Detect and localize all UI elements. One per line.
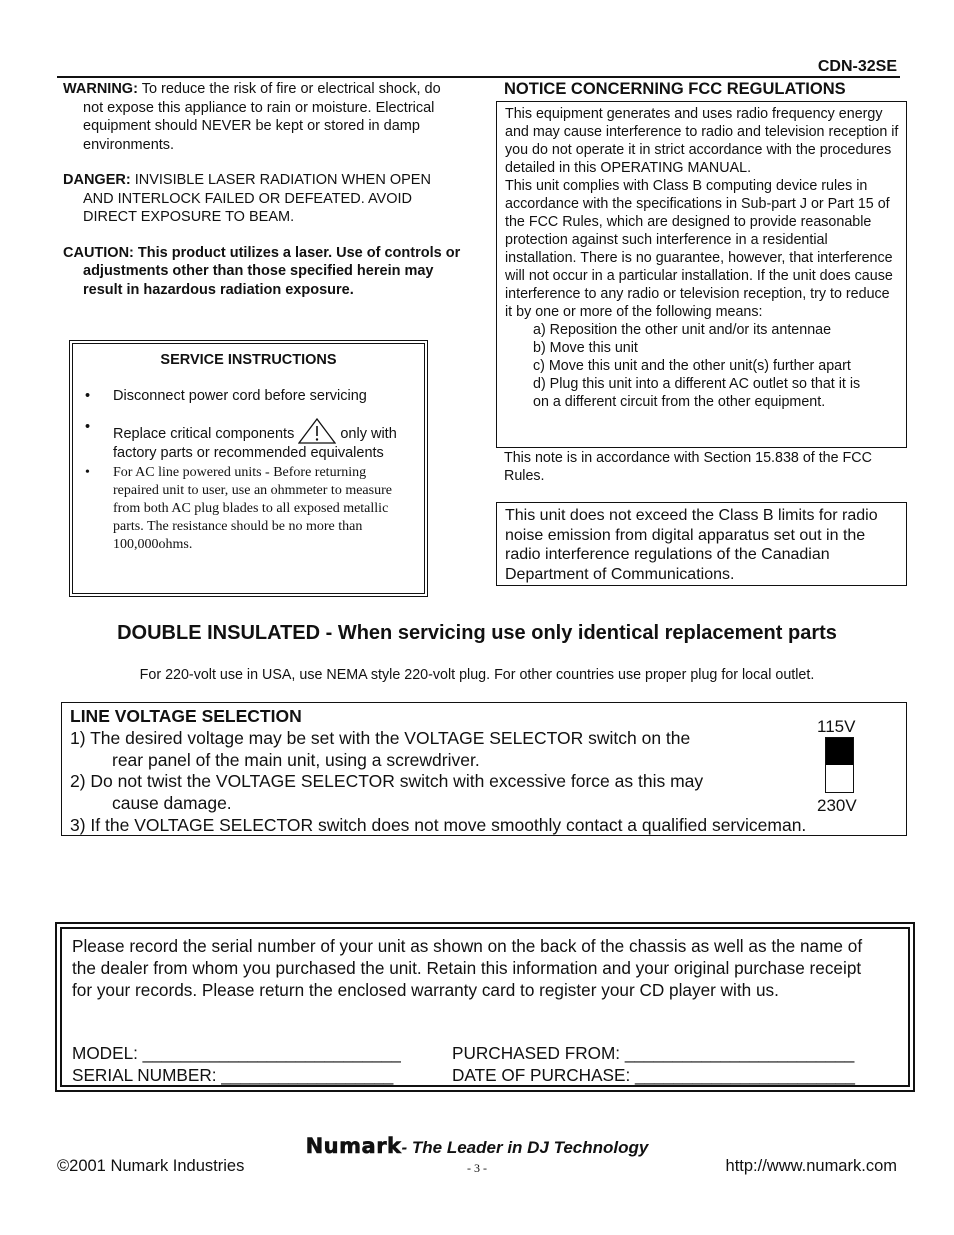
line-voltage-step: 2) Do not twist the VOLTAGE SELECTOR switch with excessive force as this may [70,771,704,792]
registration-text: Please record the serial number of your unit as shown on the back of the chassis as well as the name of the dealer from whom you purchased the unit. Retain this information and your original purchase receipt for your records. Please return the enclosed warranty card to register your CD player with us. [72,936,863,1000]
model-number: CDN-32SE [817,58,897,75]
fcc-paragraph: This equipment generates and uses radio frequency energy and may cause interference to radio and television reception if you do not operate it in strict accordance with the procedures detailed in this OPERATING MANUAL. [505,106,899,176]
service-instructions-box [69,340,428,597]
website-url: http://www.numark.com [725,1157,897,1175]
fcc-measure: c) Move this unit and the other unit(s) further apart [533,358,851,374]
numark-logo: Numark [305,1134,402,1158]
warning-label: WARNING: [63,81,138,97]
date-of-purchase-field: DATE OF PURCHASE: _______________________ [452,1064,855,1085]
list-item: • For AC line powered units - Before returning repaired unit to user, use an ohmmeter to measure from both AC plug blades to all exposed metallic parts. The resistance should be no more than 100,000ohms. [85,465,392,552]
caution-label: CAUTION: [63,244,134,261]
line-voltage-step: cause damage. [112,793,232,814]
canada-text: This unit does not exceed the Class B limits for radio noise emission from digital apparatus set out in the radio interference regulations of the Canadian Department of Communications. [505,507,878,583]
fcc-paragraph: This unit complies with Class B computing device rules in accordance with the specifications in Sub-part J or Part 15 of the FCC Rules, which are designed to provide reasonable protection against such interference in a residential installation. There is no guarantee, however, that interference will not occur in a particular installation. If the unit does cause interference to any radio or television reception, try to reduce it by one or more of the following means: [505,178,893,320]
danger-label: DANGER: [63,172,131,188]
line-voltage-box [61,702,907,836]
fcc-measure: d) Plug this unit into a different AC outlet so that it is [533,376,861,392]
line-voltage-step: 3) If the VOLTAGE SELECTOR switch does not move smoothly contact a qualified serviceman. [70,814,807,835]
double-insulated-heading: DOUBLE INSULATED - When servicing use only identical replacement parts [117,622,837,644]
line-voltage-title: LINE VOLTAGE SELECTION [70,706,302,726]
warning-text: To reduce the risk of fire or electrical shock, do not expose this appliance to rain or moisture. Electrical equipment should NEVER be kept or stored in damp environments. [83,81,441,153]
page-number: - 3 - [467,1161,487,1175]
warning-paragraph [63,80,463,154]
warning-triangle-icon [298,418,336,444]
footer-tagline: Numark- The Leader in DJ Technology [305,1134,649,1158]
plug-note: For 220-volt use in USA, use NEMA style 220-volt plug. For other countries use proper plug for local outlet. [139,667,815,683]
safety-warnings [63,80,463,316]
fcc-measure: b) Move this unit [533,340,638,356]
fcc-measure: on a different circuit from the other equipment. [533,394,826,410]
caution-text: This product utilizes a laser. Use of controls or adjustments other than those specified herein may result in hazardous radiation exposure. [83,244,461,298]
danger-paragraph [63,171,463,227]
fcc-title: NOTICE CONCERNING FCC REGULATIONS [504,80,846,98]
registration-box [55,922,915,1092]
model-field: MODEL: ___________________________ [72,1043,401,1063]
fcc-notice-box [496,101,907,448]
list-item: • Replace critical components only with factory parts or recommended equivalents [85,418,397,461]
voltage-230-label: 230V [817,796,857,815]
voltage-115-label: 115V [817,717,856,736]
service-list [85,387,405,566]
line-voltage-step: 1) The desired voltage may be set with the VOLTAGE SELECTOR switch on the [70,727,691,748]
fcc-note: This note is in accordance with Section 15.838 of the FCC Rules. [504,450,872,484]
voltage-selector-switch-icon [825,737,854,793]
danger-text: INVISIBLE LASER RADIATION WHEN OPEN AND INTERLOCK FAILED OR DEFEATED. AVOID DIRECT EXPOSURE TO BEAM. [83,172,431,225]
serial-number-field: SERIAL NUMBER: __________________ [72,1064,394,1085]
list-item: • Disconnect power cord before servicing [85,388,367,404]
canada-notice-box [496,502,907,586]
caution-paragraph [63,244,463,300]
fcc-measure: a) Reposition the other unit and/or its antennae [533,322,832,338]
purchased-from-field: PURCHASED FROM: ________________________ [452,1043,855,1063]
service-title: SERVICE INSTRUCTIONS [160,352,337,368]
line-voltage-step: rear panel of the main unit, using a screwdriver. [112,749,480,770]
registration-fields [72,1043,902,1087]
copyright: ©2001 Numark Industries [57,1157,245,1175]
header-rule [57,76,900,78]
